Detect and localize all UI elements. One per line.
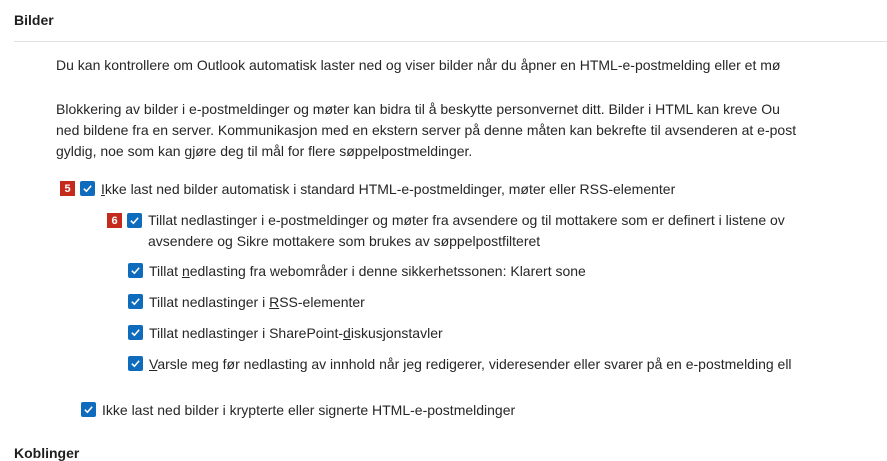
option-safe-senders bbox=[107, 212, 785, 252]
option-label-trusted-zone: Tillat nedlasting fra webområder i denne sikkerhetssonen: Klarert sone bbox=[149, 263, 586, 279]
checkmark-icon bbox=[130, 296, 141, 307]
option-trusted-zone bbox=[128, 262, 586, 280]
step-badge: 6 bbox=[107, 213, 122, 228]
option-label-rss: Tillat nedlastinger i RSS-elementer bbox=[149, 294, 365, 310]
privacy-paragraph-line: ned bildene fra en server. Kommunikasjon med en ekstern server på denne måten kan bekrefte til avsenderen at e-post bbox=[56, 122, 797, 138]
option-label-encrypted: Ikke last ned bilder i krypterte eller signerte HTML-e-postmeldinger bbox=[102, 402, 516, 418]
privacy-paragraph-line: Blokkering av bilder i e-postmeldinger og møter kan bidra til å beskytte personvernet ditt. Bilder i HTML kan kreve Ou bbox=[56, 101, 780, 117]
checkmark-icon bbox=[130, 265, 141, 276]
intro-paragraph: Du kan kontrollere om Outlook automatisk laster ned og viser bilder når du åpner en HTML-e-postmelding eller et mø bbox=[56, 57, 781, 73]
privacy-paragraph bbox=[56, 99, 887, 162]
checkmark-icon bbox=[130, 327, 141, 338]
option-encrypted bbox=[81, 401, 515, 419]
option-label-line: Tillat nedlastinger i e-postmeldinger og møter fra avsendere og til mottakere som er definert i listene ov bbox=[148, 212, 785, 228]
option-warn-before-download bbox=[128, 355, 792, 373]
checkbox-block-images[interactable] bbox=[80, 181, 95, 196]
step-badge: 5 bbox=[60, 181, 75, 196]
option-label-sharepoint: Tillat nedlastinger i SharePoint-diskusjonstavler bbox=[149, 325, 443, 341]
option-label-safe-senders bbox=[148, 210, 785, 252]
section-divider bbox=[14, 41, 887, 42]
option-rss bbox=[128, 293, 365, 311]
checkbox-trusted-zone[interactable] bbox=[128, 263, 143, 278]
option-block-images bbox=[60, 180, 675, 198]
checkbox-rss[interactable] bbox=[128, 294, 143, 309]
checkmark-icon bbox=[82, 183, 93, 194]
checkmark-icon bbox=[130, 358, 141, 369]
option-label-line: avsendere og Sikre mottakere som brukes av søppelpostfilteret bbox=[148, 233, 541, 249]
checkmark-icon bbox=[83, 404, 94, 415]
option-label-warn-before-download: Varsle meg før nedlasting av innhold når jeg redigerer, videresender eller svarer på en e-postmelding ell bbox=[149, 356, 792, 372]
option-label-block-images: Ikke last ned bilder automatisk i standard HTML-e-postmeldinger, møter eller RSS-elementer bbox=[101, 181, 676, 197]
checkbox-safe-senders[interactable] bbox=[127, 213, 142, 228]
option-sharepoint bbox=[128, 324, 443, 342]
checkbox-warn-before-download[interactable] bbox=[128, 356, 143, 371]
privacy-paragraph-line: gyldig, noe som kan gjøre deg til mål for flere søppelpostmeldinger. bbox=[56, 143, 473, 159]
checkmark-icon bbox=[129, 215, 140, 226]
section-title-bilder: Bilder bbox=[14, 12, 54, 28]
checkbox-encrypted[interactable] bbox=[81, 402, 96, 417]
section-title-koblinger: Koblinger bbox=[14, 445, 80, 461]
checkbox-sharepoint[interactable] bbox=[128, 325, 143, 340]
